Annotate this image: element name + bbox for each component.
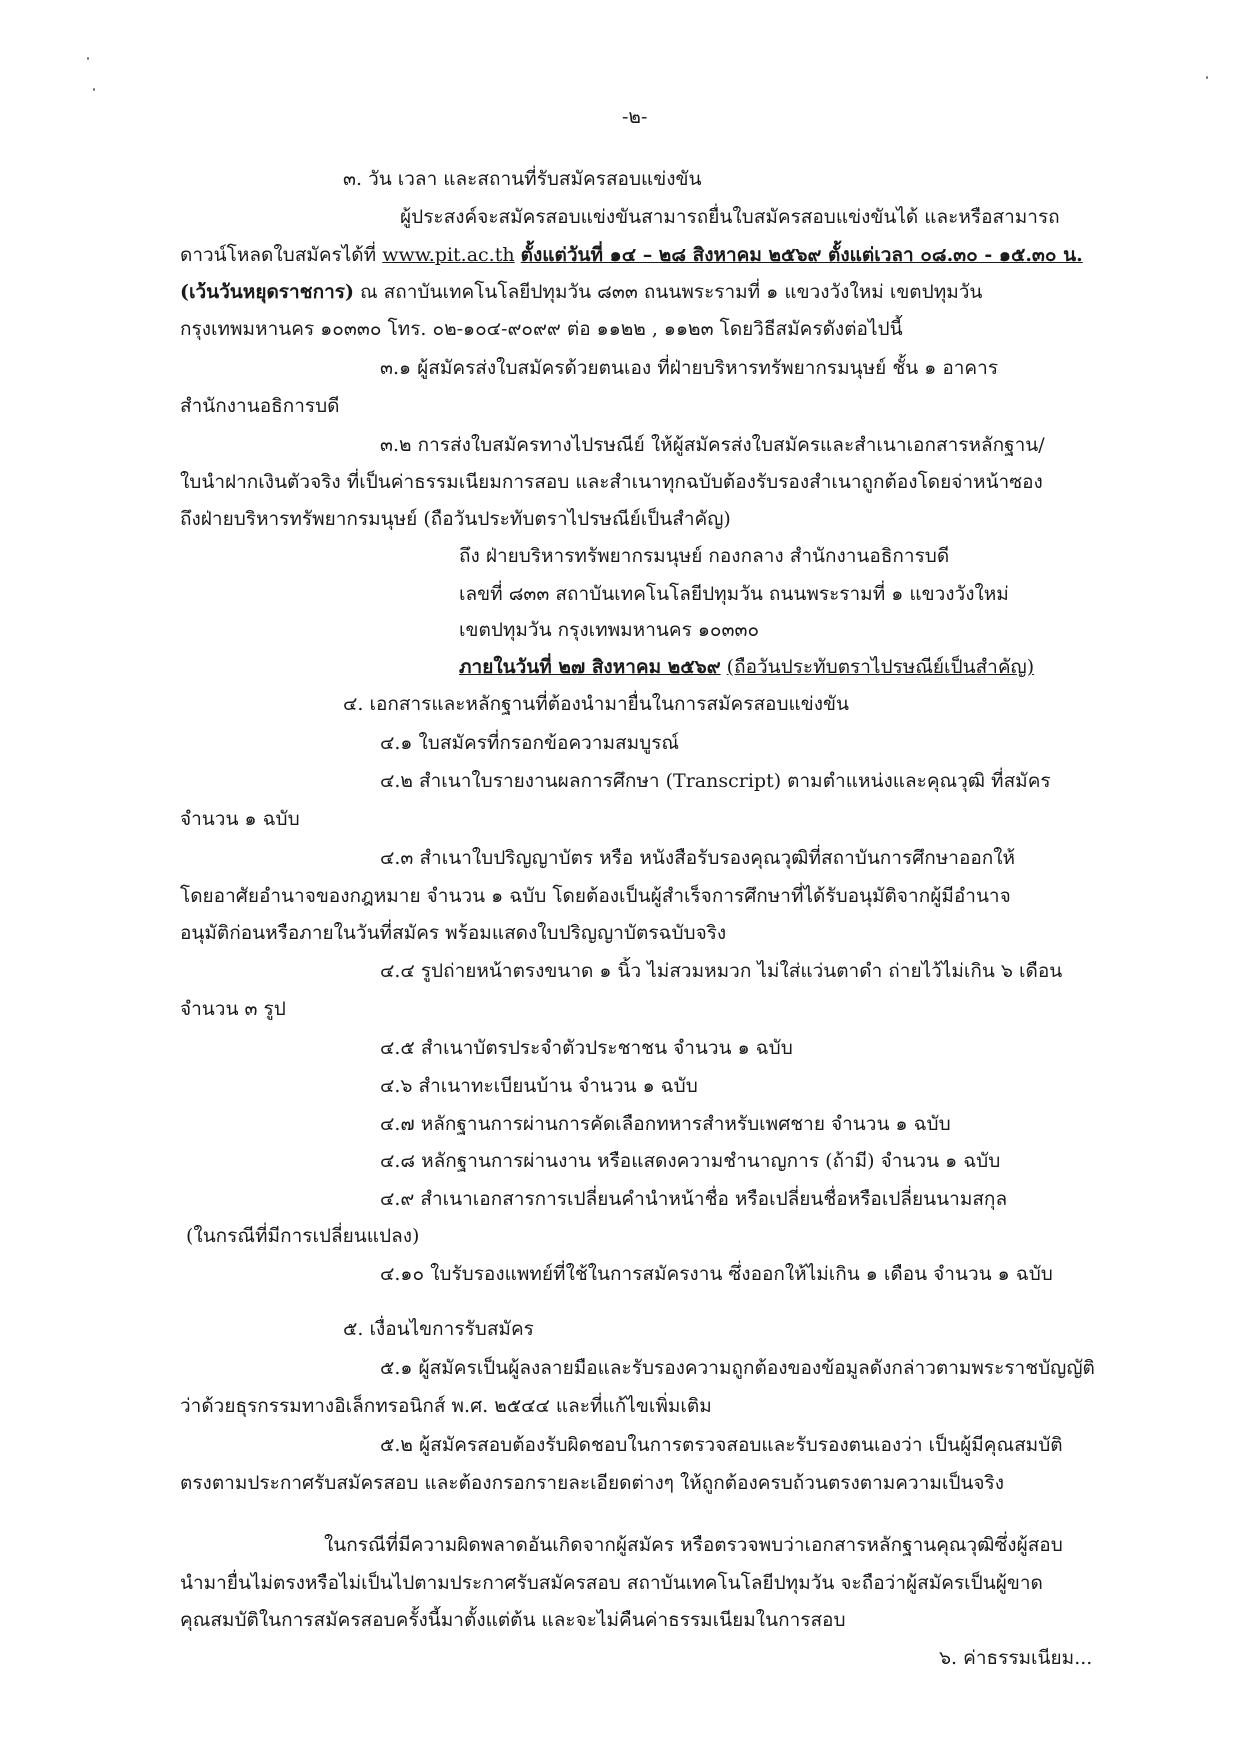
deadline-date: ภายในวันที่ ๒๗ สิงหาคม ๒๕๖๙	[459, 656, 721, 678]
address-line: ถึง ฝ่ายบริหารทรัพยากรมนุษย์ กองกลาง สำนักงานอธิการบดี	[459, 545, 950, 567]
item-3-2-cont: ใบนำฝากเงินตัวจริง ที่เป็นค่าธรรมเนียมการสอบ และสำเนาทุกฉบับต้องรับรองสำเนาถูกต้องโดยจ่าหน้าซอง	[180, 471, 1043, 493]
page-number: -๒-	[622, 106, 648, 128]
section-3-heading: ๓. วัน เวลา และสถานที่รับสมัครสอบแข่งขัน	[343, 168, 702, 190]
scan-speck	[93, 88, 95, 91]
item-4-3: ๔.๓ สำเนาใบปริญญาบัตร หรือ หนังสือรับรองคุณวุฒิที่สถาบันการศึกษาออกให้	[380, 847, 1016, 869]
section-5-heading: ๕. เงื่อนไขการรับสมัคร	[343, 1318, 534, 1340]
item-5-1: ๕.๑ ผู้สมัครเป็นผู้ลงลายมือและรับรองความถูกต้องของข้อมูลดังกล่าวตามพระราชบัญญัติ	[380, 1357, 1095, 1379]
address-line: เลขที่ ๘๓๓ สถาบันเทคโนโลยีปทุมวัน ถนนพระรามที่ ๑ แขวงวังใหม่	[459, 583, 1009, 605]
paragraph-line: ผู้ประสงค์จะสมัครสอบแข่งขันสามารถยื่นใบสมัครสอบแข่งขันได้ และหรือสามารถ	[400, 206, 1060, 228]
item-4-10: ๔.๑๐ ใบรับรองแพทย์ที่ใช้ในการสมัครงาน ซึ่งออกให้ไม่เกิน ๑ เดือน จำนวน ๑ ฉบับ	[380, 1263, 1053, 1285]
paragraph-line	[180, 242, 1083, 268]
item-4-7: ๔.๗ หลักฐานการผ่านการคัดเลือกทหารสำหรับเพศชาย จำนวน ๑ ฉบับ	[380, 1113, 951, 1135]
item-4-4-cont: จำนวน ๓ รูป	[180, 998, 286, 1020]
closing-paragraph-line: คุณสมบัติในการสมัครสอบครั้งนี้มาตั้งแต่ต้น และจะไม่คืนค่าธรรมเนียมในการสอบ	[180, 1609, 846, 1631]
section-4-heading: ๔. เอกสารและหลักฐานที่ต้องนำมายื่นในการสมัครสอบแข่งขัน	[343, 693, 850, 715]
item-4-3-cont: อนุมัติก่อนหรือภายในวันที่สมัคร พร้อมแสดงใบปริญญาบัตรฉบับจริง	[180, 922, 727, 944]
item-4-6: ๔.๖ สำเนาทะเบียนบ้าน จำนวน ๑ ฉบับ	[380, 1075, 698, 1097]
item-3-1-cont: สำนักงานอธิการบดี	[180, 395, 340, 417]
closing-paragraph-line: ในกรณีที่มีความผิดพลาดอันเกิดจากผู้สมัคร หรือตรวจพบว่าเอกสารหลักฐานคุณวุฒิซึ่งผู้สอบ	[324, 1534, 1063, 1556]
paragraph-line	[180, 279, 982, 305]
item-4-9-cont: (ในกรณีที่มีการเปลี่ยนแปลง)	[186, 1225, 420, 1247]
text-run: ณ สถาบันเทคโนโลยีปทุมวัน ๘๓๓ ถนนพระรามที่ ๑ แขวงวังใหม่ เขตปทุมวัน	[359, 281, 983, 303]
item-4-8: ๔.๘ หลักฐานการผ่านงาน หรือแสดงความชำนาญการ (ถ้ามี) จำนวน ๑ ฉบับ	[380, 1150, 1001, 1172]
item-4-9: ๔.๙ สำเนาเอกสารการเปลี่ยนคำนำหน้าชื่อ หรือเปลี่ยนชื่อหรือเปลี่ยนนามสกุล	[380, 1188, 1008, 1210]
continued-marker: ๖. ค่าธรรมเนียม...	[939, 1647, 1093, 1669]
item-4-5: ๔.๕ สำเนาบัตรประจำตัวประชาชน จำนวน ๑ ฉบับ	[380, 1037, 793, 1059]
item-5-2: ๕.๒ ผู้สมัครสอบต้องรับผิดชอบในการตรวจสอบและรับรองตนเองว่า เป็นผู้มีคุณสมบัติ	[380, 1434, 1063, 1456]
item-4-3-cont: โดยอาศัยอำนาจของกฎหมาย จำนวน ๑ ฉบับ โดยต้องเป็นผู้สำเร็จการศึกษาที่ได้รับอนุมัติจากผู้มีอำนาจ	[180, 885, 1011, 907]
closing-paragraph-line: นำมายื่นไม่ตรงหรือไม่เป็นไปตามประกาศรับสมัครสอบ สถาบันเทคโนโลยีปทุมวัน จะถือว่าผู้สมัครเป็นผู้ขาด	[180, 1572, 1043, 1594]
item-3-2-cont: ถึงฝ่ายบริหารทรัพยากรมนุษย์ (ถือวันประทับตราไปรษณีย์เป็นสำคัญ)	[180, 508, 731, 530]
item-4-2-cont: จำนวน ๑ ฉบับ	[180, 808, 300, 830]
address-line: เขตปทุมวัน กรุงเทพมหานคร ๑๐๓๓๐	[459, 619, 760, 641]
paragraph-line: กรุงเทพมหานคร ๑๐๓๓๐ โทร. ๐๒-๑๐๔-๙๐๙๙ ต่อ ๑๑๒๒ , ๑๑๒๓ โดยวิธีสมัครดังต่อไปนี้	[180, 318, 903, 340]
item-5-1-cont: ว่าด้วยธุรกรรมทางอิเล็กทรอนิกส์ พ.ศ. ๒๕๔๔ และที่แก้ไขเพิ่มเติม	[180, 1395, 712, 1417]
scan-speck	[1206, 76, 1208, 79]
application-period: ตั้งแต่วันที่ ๑๔ – ๒๘ สิงหาคม ๒๕๖๙ ตั้งแต่เวลา ๐๘.๓๐ - ๑๕.๓๐ น.	[520, 244, 1083, 266]
item-4-2: ๔.๒ สำเนาใบรายงานผลการศึกษา (Transcript) ตามตำแหน่งและคุณวุฒิ ที่สมัคร	[380, 770, 1051, 792]
item-3-1: ๓.๑ ผู้สมัครส่งใบสมัครด้วยตนเอง ที่ฝ่ายบริหารทรัพยากรมนุษย์ ชั้น ๑ อาคาร	[380, 357, 999, 379]
address-line	[459, 654, 1034, 680]
item-4-1: ๔.๑ ใบสมัครที่กรอกข้อความสมบูรณ์	[380, 732, 680, 754]
website-link[interactable]: www.pit.ac.th	[382, 244, 515, 266]
text-run: (ถือวันประทับตราไปรษณีย์เป็นสำคัญ)	[726, 656, 1035, 678]
item-5-2-cont: ตรงตามประกาศรับสมัครสอบ และต้องกรอกรายละเอียดต่างๆ ให้ถูกต้องครบถ้วนตรงตามความเป็นจริง	[180, 1472, 1005, 1494]
text-run: ดาวน์โหลดใบสมัครได้ที่	[180, 244, 377, 266]
item-3-2: ๓.๒ การส่งใบสมัครทางไปรษณีย์ ให้ผู้สมัครส่งใบสมัครและสำเนาเอกสารหลักฐาน/	[380, 434, 1045, 456]
scan-speck	[87, 57, 89, 60]
text-run: (เว้นวันหยุดราชการ)	[180, 281, 354, 303]
item-4-4: ๔.๔ รูปถ่ายหน้าตรงขนาด ๑ นิ้ว ไม่สวมหมวก ไม่ใส่แว่นตาดำ ถ่ายไว้ไม่เกิน ๖ เดือน	[380, 960, 1063, 982]
